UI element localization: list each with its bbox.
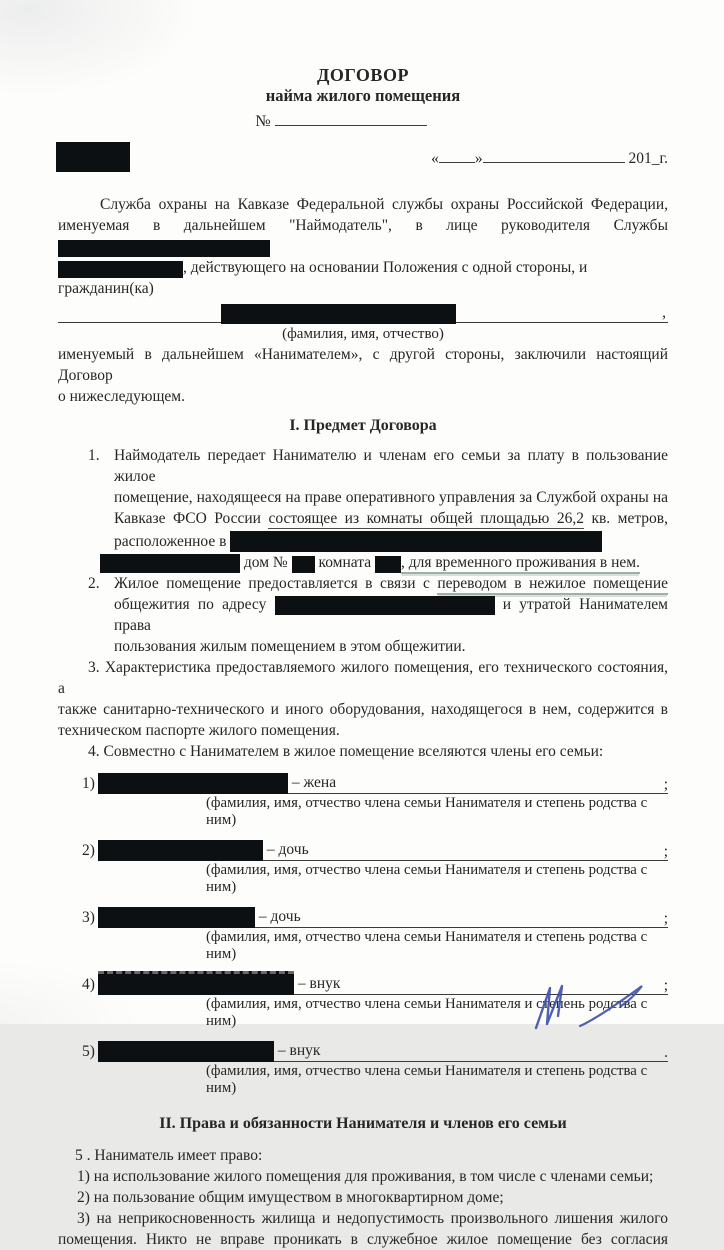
redaction-box: [221, 304, 456, 324]
item1-line-4-pre: расположенное в: [114, 533, 227, 550]
item2-line-1-marked: переводом в нежилое помещение: [437, 575, 668, 595]
right-3-line-2: помещения. Никто не вправе проникать в служебное жилое помещение без согласия: [58, 1231, 668, 1248]
right-1: 1) на использование жилого помещения для проживания, в том числе с членами семьи;: [77, 1168, 654, 1185]
redaction-box: [56, 142, 130, 172]
intro-line-2: [58, 215, 668, 257]
paragraph-3: [58, 657, 668, 741]
item2-line-1-pre: Жилое помещение предоставляется в связи с: [114, 575, 430, 592]
blank-line: [456, 299, 660, 323]
redaction-box: [98, 840, 263, 861]
redaction-box: [98, 773, 288, 794]
family-row-caption: (фамилия, имя, отчество члена семьи Нанимателя и степень родства с ним): [206, 862, 648, 895]
redaction-box: [375, 556, 401, 573]
item-number: 2.: [88, 575, 100, 592]
row-number: 4): [82, 976, 95, 993]
item1-line-5-tail: , для временного проживания в нем.: [401, 554, 640, 574]
filled-blank-text: состоящее из комнаты общей площадью 26,2: [268, 510, 584, 527]
fill-line: [98, 904, 668, 928]
row-number: 5): [82, 1043, 95, 1060]
item1-line-2: помещение, находящееся на праве оперативного управления за Службой охраны на: [114, 489, 668, 506]
family-row: [82, 838, 668, 861]
redaction-box: [98, 1041, 274, 1062]
intro-line-6: именуемый в дальнейшем «Нанимателем», с другой стороны, заключили настоящий Договор: [58, 346, 668, 384]
paragraph-5-intro: 5 . Наниматель имеет право:: [75, 1147, 263, 1164]
item1-room-label: комната: [318, 554, 372, 571]
intro-line-3-text: , действующего на основании Положения с одной стороны, и гражданин(ка): [58, 259, 588, 297]
name-fill-line: [58, 300, 668, 323]
blank-line: [58, 299, 221, 323]
fill-line: [98, 1038, 668, 1062]
relation-label: – внук: [277, 1042, 321, 1059]
para3-line-2: также санитарно-технического и иного оборудования, находящегося в нем, содержится в: [58, 701, 668, 718]
intro-line-1: Служба охраны на Кавказе Федеральной службы охраны Российской Федерации,: [100, 196, 668, 213]
stamp-date-row: [58, 142, 668, 176]
section-2-heading: II. Права и обязанности Нанимателя и членов его семьи: [159, 1115, 567, 1132]
family-row: [82, 771, 668, 794]
blank-line: [439, 148, 475, 163]
relation-label: – внук: [297, 975, 341, 992]
quote-open: «: [431, 150, 439, 167]
redaction-box: [98, 971, 294, 995]
family-row-caption: (фамилия, имя, отчество члена семьи Нанимателя и степень родства с ним): [206, 996, 648, 1029]
item2-line-2-post: и утратой Нанимателем права: [114, 596, 668, 634]
item2-line-1: [114, 573, 668, 594]
redaction-box: [292, 556, 315, 573]
redaction-box: [98, 907, 255, 928]
line-terminator: ,: [662, 304, 666, 321]
item1-line-3-pre: Кавказе ФСО России: [114, 510, 261, 527]
relation-label: – жена: [291, 774, 337, 791]
family-row-caption: (фамилия, имя, отчество члена семьи Нанимателя и степень родства с ним): [206, 795, 648, 828]
line-terminator: .: [664, 1044, 668, 1061]
list-item-2: [88, 573, 668, 657]
title-block: [58, 0, 668, 134]
intro-line-2-text: именуемая в дальнейшем "Наймодатель", в лице руководителя Службы: [58, 217, 668, 234]
redaction-box: [275, 596, 495, 615]
item1-line-3: [114, 508, 668, 529]
para3-line-3: техническом паспорте жилого помещения.: [58, 722, 340, 739]
blank-line: [275, 111, 427, 126]
family-row: [82, 905, 668, 928]
document-subtitle: найма жилого помещения: [265, 86, 461, 105]
redaction-box: [230, 531, 602, 552]
row-number: 3): [82, 909, 95, 926]
para3-line-1: 3. Характеристика предоставляемого жилого помещения, его технического состояния, а: [58, 659, 668, 697]
item1-line-1: Наймодатель передает Нанимателю и членам его семьи за плату в пользование жилое: [114, 447, 668, 485]
item1-line-3-post: кв. метров,: [591, 510, 668, 527]
fill-line: [98, 837, 668, 861]
item2-line-2: [114, 594, 668, 636]
item1-line-5: [100, 552, 668, 573]
item2-line-2-pre: общежития по адресу: [114, 596, 267, 613]
family-row-caption: (фамилия, имя, отчество члена семьи Нанимателя и степень родства с ним): [206, 1063, 648, 1096]
intro-line-3: [58, 257, 668, 299]
line-terminator: ;: [663, 776, 668, 793]
fill-line: [98, 770, 668, 794]
item1-house-label: дом №: [243, 554, 288, 571]
document-title: ДОГОВОР: [317, 65, 409, 85]
section-1-heading: I. Предмет Договора: [289, 417, 437, 434]
row-number: 2): [82, 842, 95, 859]
intro-paragraph: [58, 194, 668, 407]
blank-line: [483, 148, 625, 163]
line-terminator: ;: [663, 843, 668, 860]
relation-label: – дочь: [266, 841, 309, 858]
redaction-box: [58, 240, 270, 257]
redaction-box: [100, 554, 240, 573]
line-terminator: ;: [663, 977, 668, 994]
fio-caption: (фамилия, имя, отчество): [282, 326, 444, 342]
line-terminator: ;: [663, 910, 668, 927]
list-item-1: [88, 445, 668, 573]
item-number: 1.: [88, 447, 100, 464]
signature-ink: [528, 976, 668, 1032]
paragraph-4: 4. Совместно с Нанимателем в жилое помещение вселяются члены его семьи:: [88, 743, 604, 760]
number-label: №: [255, 113, 271, 130]
item1-line-4: [114, 529, 668, 552]
item2-line-3: пользования жилым помещением в этом общежитии.: [114, 638, 466, 655]
family-row: [82, 1039, 668, 1062]
document-number-line: [255, 110, 426, 134]
quote-close: »: [474, 150, 483, 167]
right-2: 2) на пользование общим имуществом в многоквартирном доме;: [77, 1189, 504, 1206]
date-line: [431, 148, 668, 169]
year-placeholder: 201_г.: [628, 150, 668, 167]
redaction-box: [58, 261, 183, 278]
family-members-list: [58, 771, 668, 1097]
row-number: 1): [82, 775, 95, 792]
family-row-caption: (фамилия, имя, отчество члена семьи Нанимателя и степень родства с ним): [206, 929, 648, 962]
relation-label: – дочь: [258, 908, 301, 925]
subject-list: [58, 445, 668, 657]
intro-line-7: о нижеследующем.: [58, 388, 185, 405]
right-3-line-1: 3) на неприкосновенность жилища и недопустимость произвольного лишения жилого: [77, 1210, 668, 1227]
